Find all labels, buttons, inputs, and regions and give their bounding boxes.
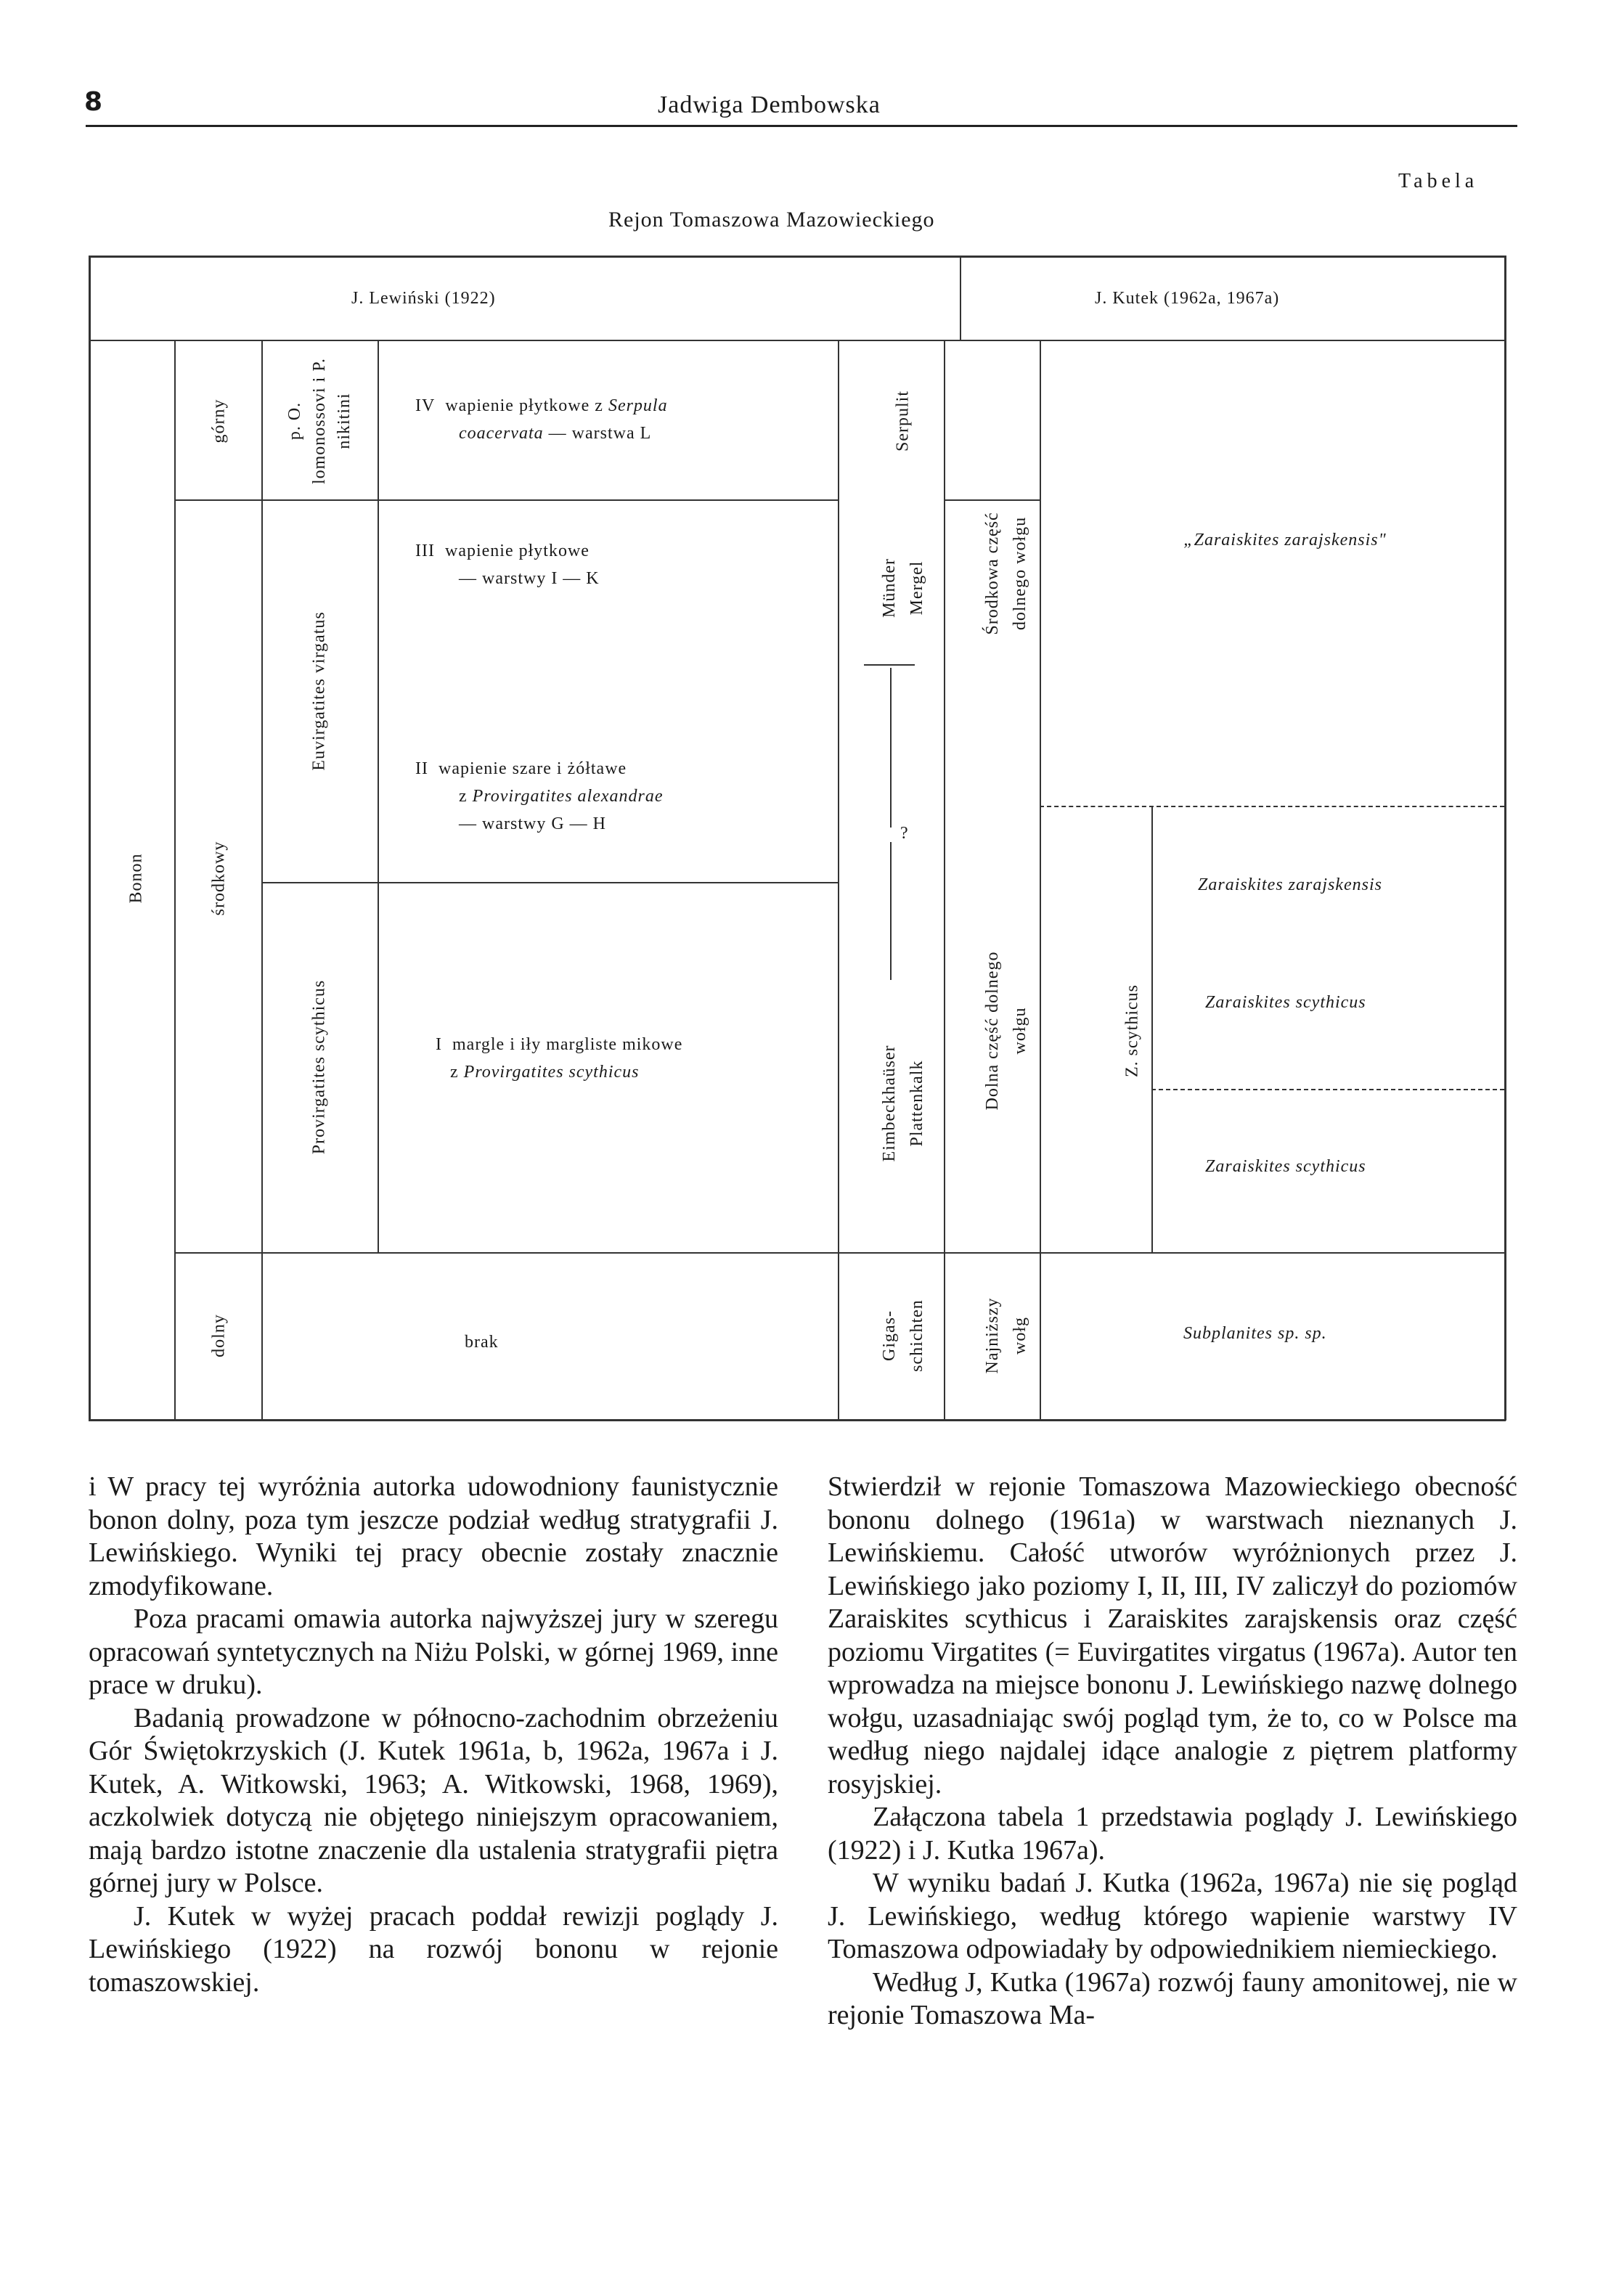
table-top-border: [89, 256, 1506, 258]
col-line-zscythicus: [1151, 806, 1153, 1252]
col-line-volga: [1040, 341, 1041, 1419]
table-left-border: [89, 256, 91, 1421]
kutek-zone-zarajskensis-quoted: „Zaraiskites zarajskensis": [1183, 531, 1387, 550]
row-line-upper: [174, 499, 838, 501]
paragraph: W wyniku badań J. Kutka (1962a, 1967a) nie się pogląd J. Lewińskiego, według którego wapienie warstwy IV Tomaszowa odpowiadały by odpowiednikiem niemieckiego.: [828, 1868, 1517, 1964]
header-separator: [89, 340, 1506, 341]
header-divider: [960, 256, 961, 340]
paragraph: Poza pracami omawia autorka najwyższej jury w szeregu opracowań syntetycznych na Niżu Polski, w górnej 1969, inne prace w druku).: [89, 1603, 778, 1700]
layer-iii: III wapienie płytkowe — warstwy I — K: [415, 542, 600, 588]
left-header: J. Lewiński (1922): [351, 289, 496, 308]
brak-cell: brak: [465, 1333, 499, 1352]
page-number: 8: [84, 87, 103, 117]
kutek-zone-scythicus-upper: Zaraiskites scythicus: [1205, 993, 1366, 1012]
german-inner-line-mid: [890, 842, 892, 980]
layer-i: I margle i iły margliste mikowe z Provirgatites scythicus: [436, 1035, 683, 1082]
table-bottom-border: [89, 1419, 1506, 1421]
kutek-zone-scythicus-lower: Zaraiskites scythicus: [1205, 1157, 1366, 1176]
volga-lower: Dolna część dolnego wołgu: [983, 951, 1029, 1111]
unit-question: ?: [900, 824, 909, 843]
dashed-boundary-upper: [1040, 806, 1504, 807]
substage-middle: środkowy: [209, 841, 229, 916]
col-line-stage: [174, 341, 176, 1419]
substage-upper: górny: [209, 399, 229, 444]
stage-label: Bonon: [126, 853, 146, 904]
german-inner-line-upper: [890, 668, 892, 828]
volga-lowest: Najniższy wołg: [983, 1297, 1029, 1374]
z-scythicus-label: Z. scythicus: [1122, 984, 1142, 1077]
kutek-zone-zarajskensis: Zaraiskites zarajskensis: [1198, 875, 1383, 894]
row-line-zone-split: [261, 882, 838, 883]
unit-eimbeck: Eimbeckhaüser Plattenkalk: [880, 1045, 926, 1162]
paragraph: J. Kutek w wyżej pracach poddał rewizji poglądy J. Lewińskiego (1922) na rozwój bononu w rejonie tomaszowskiej.: [89, 1900, 778, 1998]
table-title: Rejon Tomaszowa Mazowieckiego: [608, 208, 935, 232]
zone-lomonossovi: p. O. lomonossovi i P. nikitini: [285, 357, 354, 485]
unit-serpulit: Serpulit: [893, 391, 913, 452]
text-column-left: [89, 1471, 778, 1999]
paragraph: Według J, Kutka (1967a) rozwój fauny amonitowej, nie w rejonie Tomaszowa Ma-: [828, 1966, 1517, 2030]
zone-virgatus: Euvirgatites virgatus: [309, 611, 329, 771]
paragraph: Załączona tabela 1 przedstawia poglądy J. Lewińskiego (1922) i J. Kutka 1967a).: [828, 1802, 1517, 1866]
zone-scythicus: Provirgatites scythicus: [309, 979, 329, 1155]
header-rule: [86, 125, 1517, 127]
unit-munder-mergel: Münder Mergel: [880, 558, 926, 618]
col-line-substage: [261, 341, 263, 1419]
layer-iv: IV wapienie płytkowe z Serpula coacervata — warstwa L: [415, 396, 668, 443]
german-tick: [864, 664, 915, 666]
unit-gigas: Gigas-schichten: [880, 1299, 926, 1372]
running-head-author: Jadwiga Dembowska: [658, 91, 881, 118]
row-line-lower: [174, 1252, 1506, 1254]
paragraph: Badanią prowadzone w północno-zachodnim obrzeżeniu Gór Świętokrzyskich (J. Kutek 1961a, b, 1962a, 1967a i J. Kutek, A. Witkowski, 1963; A. Witkowski, 1968, 1969), aczkolwiek dotyczą nie objętego niniejszym opracowaniem, mają bardzo istotne znaczenie dla ustalenia stratygrafii piętra górnej jury w Polsce.: [89, 1702, 778, 1898]
col-line-zone: [378, 341, 379, 1252]
col-line-german: [944, 341, 945, 1419]
right-header: J. Kutek (1962a, 1967a): [1095, 289, 1280, 308]
substage-lower: dolny: [209, 1314, 229, 1357]
volga-middle: Środkowa część dolnego wołgu: [983, 512, 1029, 635]
text-column-right: [828, 1471, 1517, 2033]
paragraph: i W pracy tej wyróżnia autorka udowodniony faunistycznie bonon dolny, poza tym jeszcze podział według stratygrafii J. Lewińskiego. Wyniki tej pracy obecnie zostały znacznie zmodyfikowane.: [89, 1471, 778, 1601]
dashed-boundary-lower: [1151, 1089, 1504, 1090]
col-line-layers: [838, 341, 839, 1419]
table-right-border: [1504, 256, 1506, 1421]
kutek-zone-subplanites: Subplanites sp. sp.: [1183, 1324, 1327, 1343]
table-label: Tabela: [1398, 170, 1479, 192]
layer-ii: II wapienie szare i żółtawe z Provirgatites alexandrae — warstwy G — H: [415, 759, 664, 833]
paragraph: Stwierdził w rejonie Tomaszowa Mazowieckiego obecność bononu dolnego (1961a) w warstwach nieznanych J. Lewińskiemu. Całość utworów wyróżnionych przez J. Lewińskiego jako poziomy I, II, III, IV zaliczył do poziomów Zaraiskites scythicus i Zaraiskites zarajskensis oraz część poziomu Virgatites (= Euvirgatites virgatus (1967a). Autor ten wprowadza na miejsce bononu J. Lewińskiego nazwę dolnego wołgu, uzasadniając swój pogląd tym, że to, co w Polsce ma według niego najdalej idące analogie z piętrem platformy rosyjskiej.: [828, 1471, 1517, 1799]
